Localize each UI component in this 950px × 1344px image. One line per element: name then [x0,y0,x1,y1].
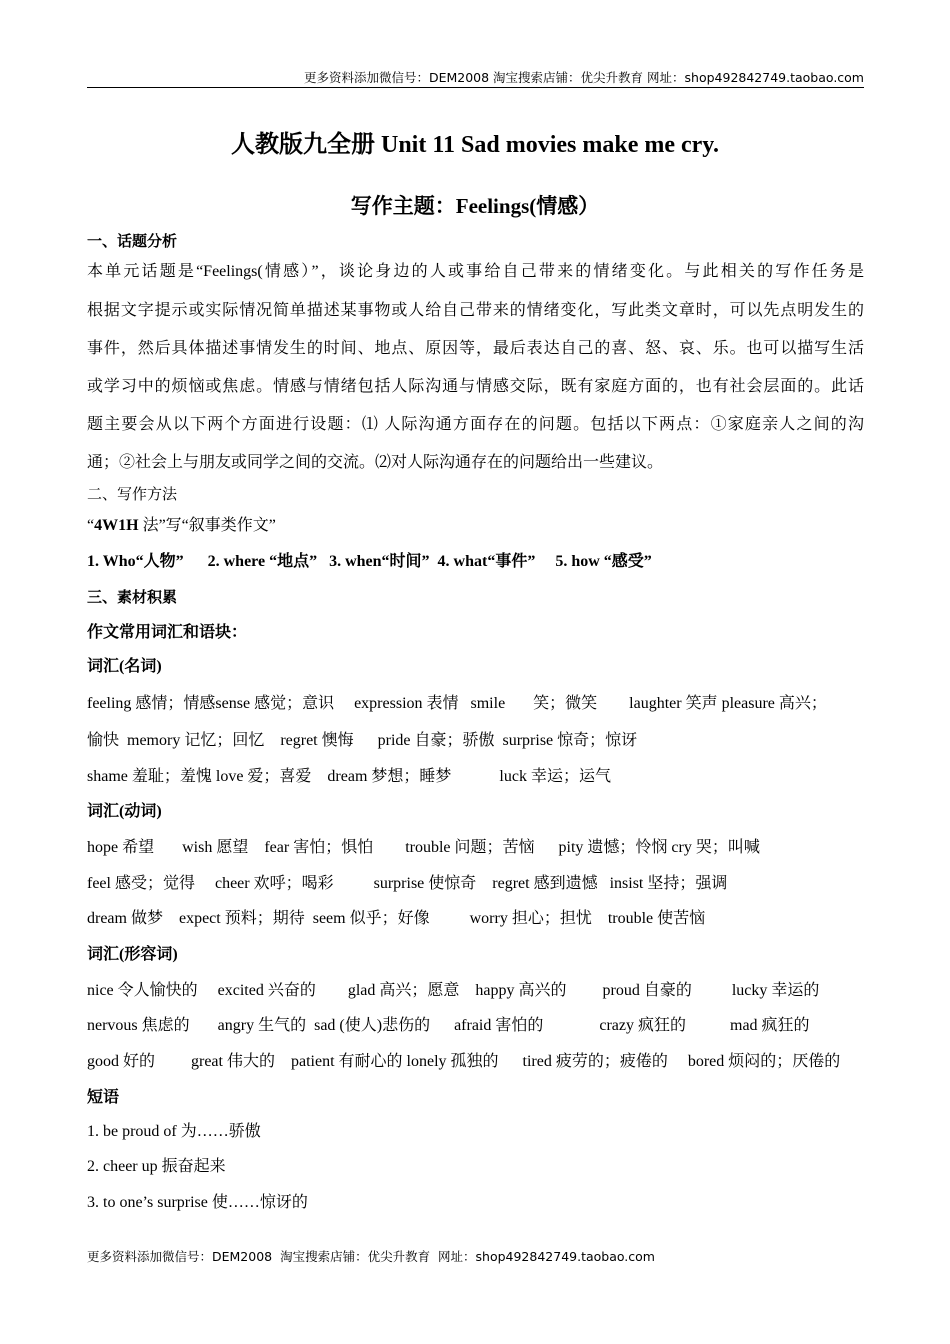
header-rule [87,87,864,88]
method-steps: 1. Who“人物” 2. where “地点” 3. when“时间” 4. what“事件” 5. how “感受” [87,553,652,570]
vocab-line: hope 希望 wish 愿望 fear 害怕；惧怕 trouble 问题；苦恼 pity 遗憾；怜悯 cry 哭；叫喊 [87,839,760,856]
vocab-line: shame 羞耻；羞愧 love 爱；喜爱 dream 梦想；睡梦 luck 幸运；运气 [87,768,611,785]
method-text: 法”写“叙事类作文” [138,517,276,534]
method-quote: “ [87,517,95,534]
vocab-line: nice 令人愉快的 excited 兴奋的 glad 高兴；愿意 happy 高兴的 proud 自豪的 lucky 幸运的 [87,982,820,999]
vocab-line: 愉快 memory 记忆；回忆 regret 懊悔 pride 自豪；骄傲 surprise 惊奇；惊讶 [87,732,638,749]
vocab-line: nervous 焦虑的 angry 生气的 sad (使人)悲伤的 afraid 害怕的 crazy 疯狂的 mad 疯狂的 [87,1017,810,1034]
vocab-line: feel 感受；觉得 cheer 欢呼；喝彩 surprise 使惊奇 regret 感到遗憾 insist 坚持；强调 [87,875,728,892]
page-header: 更多资料添加微信号：DEM2008 淘宝搜索店铺：优尖升教育 网址：shop492842749.taobao.com [303,70,864,85]
method-4w1h: 4W1H [94,517,139,534]
paragraph-line: 本单元话题是“Feelings(情感）”，谈论身边的人或事给自己带来的情绪变化。与此相关的写作任务是 [87,263,864,280]
method-line [87,516,276,536]
verbs-title: 词汇(动词) [87,803,162,820]
vocab-line: dream 做梦 expect 预料；期待 seem 似乎；好像 worry 担心；担忧 trouble 使苦恼 [87,910,706,927]
vocab-line: feeling 感情；情感sense 感觉；意识 expression 表情 smile 笑；微笑 laughter 笑声 pleasure 高兴； [87,695,827,712]
nouns-title: 词汇(名词) [87,658,162,675]
phrase-item: 2. cheer up 振奋起来 [87,1158,226,1175]
document-subtitle: 写作主题：Feelings(情感） [350,194,600,218]
document-title: 人教版九全册 Unit 11 Sad movies make me cry. [231,132,719,158]
section-heading-topic: 一、话题分析 [87,234,178,250]
paragraph-line: 题主要会从以下两个方面进行设题：⑴ 人际沟通方面存在的问题。包括以下两点：①家庭亲人之间的沟 [87,416,864,433]
vocab-subheading: 作文常用词汇和语块： [87,624,248,641]
phrase-item: 3. to one’s surprise 使……惊讶的 [87,1194,308,1211]
paragraph-line: 或学习中的烦恼或焦虑。情感与情绪包括人际沟通与情感交际，既有家庭方面的，也有社会层面的。此话 [87,378,864,395]
paragraph-line: 通；②社会上与朋友或同学之间的交流。⑵对人际沟通存在的问题给出一些建议。 [87,454,664,471]
phrases-title: 短语 [87,1089,120,1106]
section-heading-method: 二、写作方法 [87,487,178,503]
paragraph-line: 事件，然后具体描述事情发生的时间、地点、原因等，最后表达自己的喜、怒、哀、乐。也可以描写生活 [87,340,864,357]
paragraph-line: 根据文字提示或实际情况简单描述某事物或人给自己带来的情绪变化，写此类文章时，可以先点明发生的 [87,302,864,319]
vocab-line: good 好的 great 伟大的 patient 有耐心的 lonely 孤独的 tired 疲劳的；疲倦的 bored 烦闷的；厌倦的 [87,1053,841,1070]
section-heading-materials: 三、素材积累 [87,590,178,606]
page-footer: 更多资料添加微信号：DEM2008 淘宝搜索店铺：优尖升教育 网址：shop492842749.taobao.com [87,1249,655,1264]
adjectives-title: 词汇(形容词) [87,946,178,963]
phrase-item: 1. be proud of 为……骄傲 [87,1123,261,1140]
